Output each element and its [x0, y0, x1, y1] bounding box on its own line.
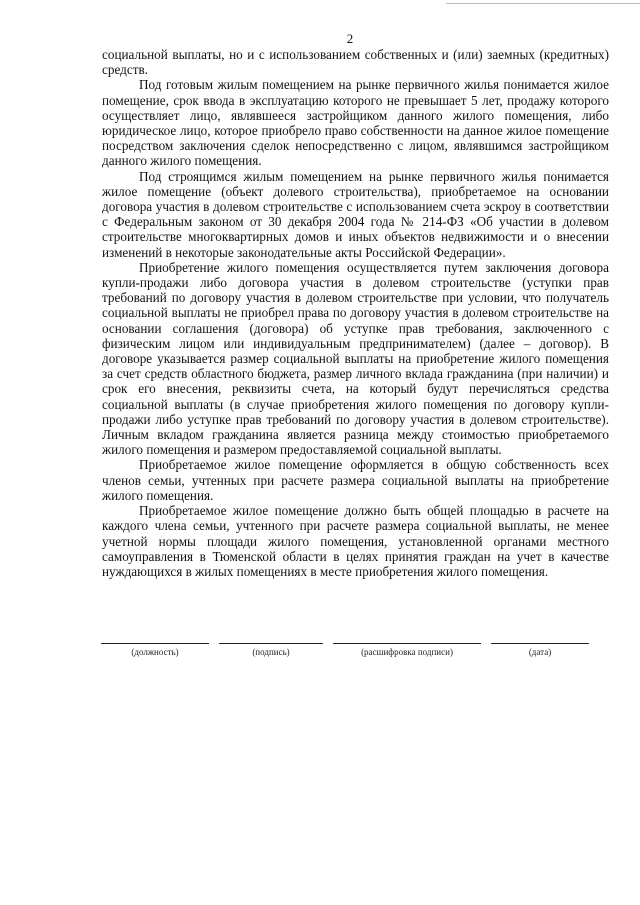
paragraph-under-construction-definition: Под строящимся жилым помещением на рынке первичного жилья понимается жилое помещение (объект долевого строительства), приобретаемое на основании договора участия в долевом строительстве с использованием счета эскроу в соответствии с Федеральным законом от 30 декабря 2004 года № 214-ФЗ «Об участии в долевом строительстве многоквартирных домов и иных объектов недвижимости и о внесении изменений в некоторые законодательные акты Российской Федерации».	[102, 168, 609, 260]
paragraph-continuation: социальной выплаты, но и с использованием собственных и (или) заемных (кредитных) средств.	[102, 47, 609, 78]
date-line	[491, 643, 589, 644]
signature-block	[101, 643, 613, 663]
document-body	[102, 47, 609, 579]
scan-edge-line	[446, 3, 640, 4]
paragraph-area-requirement: Приобретаемое жилое помещение должно быть общей площадью в расчете на каждого члена семьи, учтенного при расчете размера социальной выплаты, не менее учетной нормы площади жилого помещения, установленной органами местного самоуправления в Тюменской области в целях принятия граждан на учет в качестве нуждающихся в жилых помещениях в месте приобретения жилого помещения.	[102, 503, 609, 579]
paragraph-acquisition-procedure: Приобретение жилого помещения осуществляется путем заключения договора купли-продажи либо договора участия в долевом строительстве (уступки прав требований по договору участия в долевом строительстве при условии, что получатель социальной выплаты не приобрел права по договору участия в долевом строительстве на основании соглашения (договора) об уступке прав требования, заключенного с физическим лицом или индивидуальным предпринимателем) (далее – договор). В договоре указывается размер социальной выплаты на приобретение жилого помещения за счет средств областного бюджета, размер личного вклада гражданина (при наличии) и срок его внесения, реквизиты счета, на который будут перечисляться средства социальной выплаты (в случае приобретения жилого помещения по договору купли-продажи либо уступке прав требований по договору участия в долевом строительстве). Личным вкладом гражданина является разница между стоимостью приобретаемого жилого помещения и размером предоставляемой социальной выплаты.	[102, 259, 609, 458]
signature-field	[219, 643, 323, 657]
signature-decoding-label: (расшифровка подписи)	[361, 647, 453, 657]
signature-decoding-field	[333, 643, 481, 657]
signature-label: (подпись)	[252, 647, 290, 657]
signature-line	[219, 643, 323, 644]
page-number: 2	[346, 31, 354, 46]
date-label: (дата)	[528, 647, 552, 657]
date-field	[491, 643, 589, 657]
position-line	[101, 643, 209, 644]
paragraph-ready-housing-definition: Под готовым жилым помещением на рынке первичного жилья понимается жилое помещение, срок ввода в эксплуатацию которого не превышает 5 лет, продажу которого осуществляет лицо, являвшееся застройщиком данного жилого помещения, либо юридическое лицо, которое приобрело право собственности на данное жилое помещение посредством заключения сделок непосредственно с лицом, являвшимся застройщиком данного жилого помещения.	[102, 77, 609, 169]
paragraph-common-ownership: Приобретаемое жилое помещение оформляется в общую собственность всех членов семьи, учтенных при расчете размера социальной выплаты на приобретение жилого помещения.	[102, 457, 609, 503]
signature-decoding-line	[333, 643, 481, 644]
position-field	[101, 643, 209, 657]
position-label: (должность)	[131, 647, 179, 657]
